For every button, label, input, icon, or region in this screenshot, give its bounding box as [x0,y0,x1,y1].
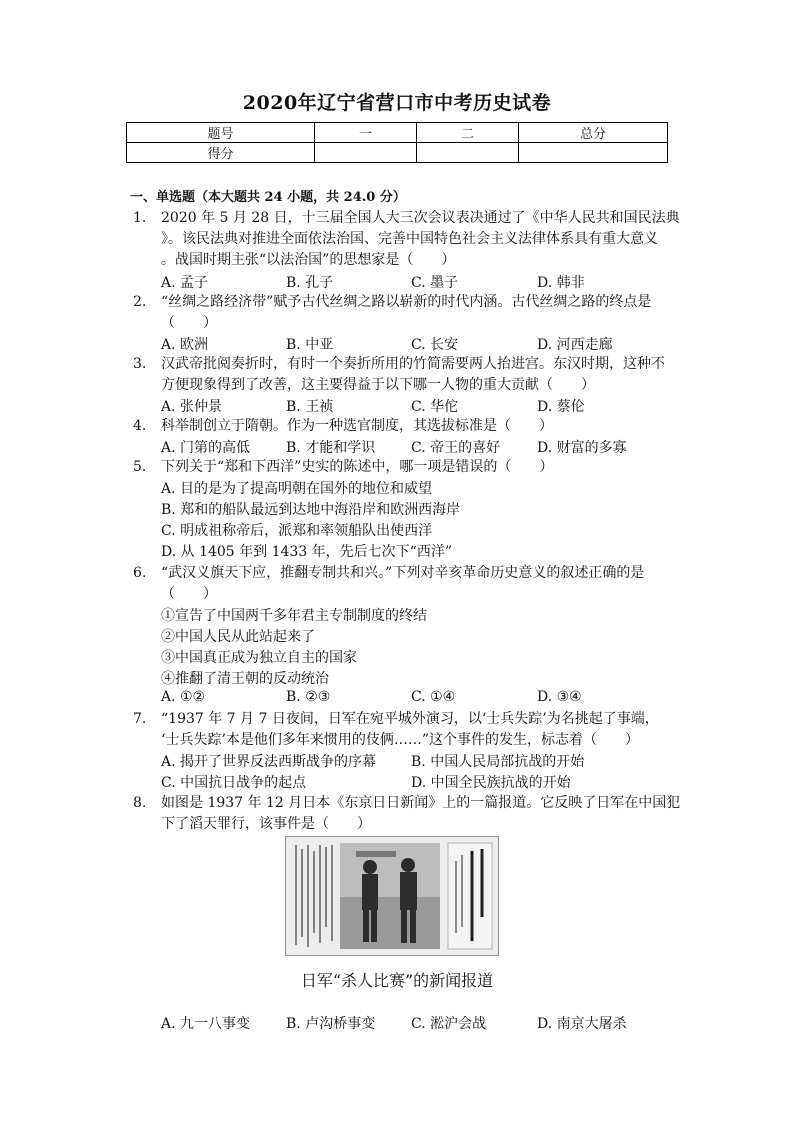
score-cell [519,143,668,163]
option-d: D. 南京大屠杀 [537,1016,627,1032]
question-line: 汉武帝批阅奏折时，有时一个奏折所用的竹简需要两人抬进宫。东汉时期，这种不 [161,356,665,372]
question-line: 如图是 1937 年 12 月日本《东京日日新闻》上的一篇报道。它反映了日军在中国犯 [161,795,681,811]
score-table-row [127,143,668,163]
statement-item: ②中国人民从此站起来了 [161,629,315,645]
question-text [161,354,671,396]
question-line: “1937 年 7 月 7 日夜间，日军在宛平城外演习，以‘士兵失踪’为名挑起了事端， [161,711,659,727]
statement-item: ④推翻了清王朝的反动统治 [161,671,329,687]
option-b: B. 才能和学识 [286,440,376,456]
question-line: （ ） [161,586,217,602]
score-header-cell: 题号 [127,123,315,143]
score-header-cell: 二 [417,123,519,143]
question-line: “武汉义旗天下应，推翻专制共和兴。”下列对辛亥革命历史意义的叙述正确的是 [161,565,645,581]
statement-item: ①宣告了中国两千多年君主专制制度的终结 [161,608,427,624]
question-text [161,457,671,478]
option-c: C. 明成祖称帝后，派郑和率领船队出使西洋 [161,523,433,539]
option-row [161,437,671,458]
option-a: A. 门第的高低 [161,440,251,456]
option-d: D. 河西走廊 [537,337,613,353]
question-number: 4. [133,418,147,434]
option-c: C. 墨子 [411,275,459,291]
question-line: （ ） [161,315,217,331]
question-number: 3. [133,356,147,372]
option-c: C. 帝王的喜好 [411,440,501,456]
question-line: 》。该民法典对推进全面依法治国、完善中国特色社会主义法律体系具有重大意义 [161,231,658,247]
option-row [161,772,671,793]
score-table-header-row [127,123,668,143]
score-row-label: 得分 [127,143,315,163]
option-b: B. 孔子 [286,275,334,291]
question-number: 7. [133,711,147,727]
option-a: A. ①② [161,689,206,705]
option-b: B. 卢沟桥事变 [286,1016,376,1032]
question-line: 下列关于“郑和下西洋”史实的陈述中，哪一项是错误的（ ） [161,459,554,475]
option-a: A. 揭开了世界反法西斯战争的序幕 [161,754,377,770]
option-row [161,272,671,293]
option-row [161,1013,671,1034]
question-line: 。战国时期主张“以法治国”的思想家是（ ） [161,252,456,268]
question-text [161,709,671,751]
question-line: 2020 年 5 月 28 日，十三届全国人大三次会议表决通过了《中华人民共和国民法典 [161,210,680,226]
option-d: D. 中国全民族抗战的开始 [411,775,571,791]
question-line: 科举制创立于隋朝。作为一种选官制度，其选拔标准是（ ） [161,418,553,434]
option-row [161,751,671,772]
newspaper-photo [285,836,499,956]
option-row [161,396,671,417]
question-number: 2. [133,294,147,310]
option-a: A. 目的是为了提高明朝在国外的地位和威望 [161,481,433,497]
option-c: C. 长安 [411,337,459,353]
question-number: 5. [133,459,147,475]
photo-caption: 日军“杀人比赛”的新闻报道 [300,971,494,990]
option-d: D. 从 1405 年到 1433 年，先后七次下“西洋” [161,544,452,560]
option-c: C. ①④ [411,689,456,705]
option-c: C. 淞沪会战 [411,1016,487,1032]
option-d: D. 蔡伦 [537,399,585,415]
score-cell [417,143,519,163]
section-heading: 一、单选题（本大题共 24 小题，共 24.0 分） [130,190,406,205]
option-d: D. ③④ [537,689,582,705]
option-b: B. 中亚 [286,337,334,353]
question-text [161,292,671,334]
score-header-cell: 一 [315,123,417,143]
option-a: A. 孟子 [161,275,209,291]
score-cell [315,143,417,163]
question-number: 8. [133,795,147,811]
question-text [161,563,671,605]
option-a: A. 欧洲 [161,337,209,353]
option-b: B. 王祯 [286,399,334,415]
option-b: B. ②③ [286,689,331,705]
question-number: 6. [133,565,147,581]
option-b: B. 中国人民局部抗战的开始 [411,754,585,770]
score-header-cell: 总分 [519,123,668,143]
question-line: 下了滔天罪行，该事件是（ ） [161,816,371,832]
option-d: D. 财富的多寡 [537,440,627,456]
question-line: ‘士兵失踪’本是他们多年来惯用的伎俩……”这个事件的发生，标志着（ ） [161,732,640,748]
question-line: “丝绸之路经济带”赋予古代丝绸之路以崭新的时代内涵。古代丝绸之路的终点是 [161,294,652,310]
question-text [161,208,680,271]
option-row [161,689,671,710]
option-c: C. 华佗 [411,399,459,415]
option-a: A. 张仲景 [161,399,223,415]
option-a: A. 九一八事变 [161,1016,251,1032]
newspaper-photo-illustration [286,837,498,955]
option-b: B. 郑和的船队最远到达地中海沿岸和欧洲西海岸 [161,502,461,518]
statement-item: ③中国真正成为独立自主的国家 [161,650,357,666]
option-c: C. 中国抗日战争的起点 [161,775,307,791]
question-text [161,416,671,437]
score-table [126,122,668,163]
option-row [161,334,671,355]
question-text [161,793,681,835]
exam-title: 2020年辽宁省营口市中考历史试卷 [242,92,552,114]
question-number: 1. [133,210,147,226]
question-line: 方便现象得到了改善，这主要得益于以下哪一人物的重大贡献（ ） [161,377,595,393]
option-d: D. 韩非 [537,275,585,291]
